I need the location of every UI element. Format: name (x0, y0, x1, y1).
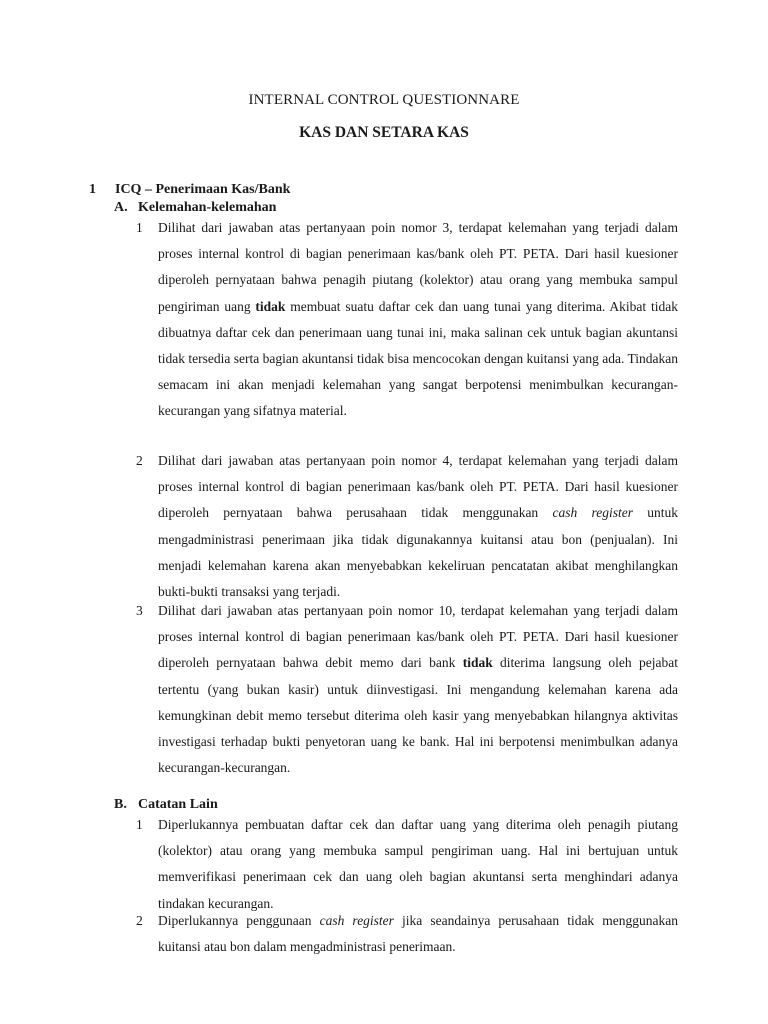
item-number: 1 (136, 220, 143, 235)
document-title: INTERNAL CONTROL QUESTIONNARE (248, 92, 520, 108)
item-number: 2 (136, 453, 143, 468)
item-text: Dilihat dari jawaban atas pertanyaan poin nomor 4, terdapat kelemahan yang terjadi dalam proses internal kontrol di bagian penerimaan kas/bank oleh PT. PETA. Dari hasil kuesioner diperoleh pernyataan bahwa perusahaan tidak menggunakan cash register untuk mengadministrasi penerimaan jika tidak digunakannya kuitansi atau bon (penjualan). Ini menjadi kelemahan karena akan menyebabkan kekeliruan pencatatan akibat menghilangkan bukti-bukti transaksi yang terjadi. (158, 453, 678, 600)
section-heading (89, 182, 290, 198)
emphasis-italic: cash register (552, 505, 633, 521)
subsection-b-title: Catatan Lain (138, 797, 218, 812)
subsection-b-heading (114, 797, 218, 813)
subsection-a-title: Kelemahan-kelemahan (138, 200, 277, 215)
item-number: 1 (136, 817, 143, 832)
section-number: 1 (89, 182, 96, 197)
subsection-a-letter: A. (114, 200, 128, 215)
subsection-b-letter: B. (114, 797, 127, 812)
item-text: Dilihat dari jawaban atas pertanyaan poin nomor 10, terdapat kelemahan yang terjadi dalam proses internal kontrol di bagian penerimaan kas/bank oleh PT. PETA. Dari hasil kuesioner diperoleh pernyataan bahwa debit memo dari bank tidak diterima langsung oleh pejabat tertentu (yang bukan kasir) untuk diinvestigasi. Ini mengandung kelemahan karena ada kemungkinan debit memo tersebut diterima oleh kasir yang menyebabkan hilangnya aktivitas investigasi terhadap bukti penyetoran uang ke bank. Hal ini berpotensi menimbulkan adanya kecurangan-kecurangan. (158, 603, 678, 776)
emphasis-italic: cash register (319, 913, 394, 928)
document-subtitle: KAS DAN SETARA KAS (299, 124, 469, 141)
item-number: 3 (136, 603, 143, 618)
emphasis-bold: tidak (462, 655, 493, 671)
item-text: Dilihat dari jawaban atas pertanyaan poin nomor 3, terdapat kelemahan yang terjadi dalam proses internal kontrol di bagian penerimaan kas/bank oleh PT. PETA. Dari hasil kuesioner diperoleh pernyataan bahwa penagih piutang (kolektor) atau orang yang membuka sampul pengiriman uang tidak membuat suatu daftar cek dan uang tunai yang diterima. Akibat tidak dibuatnya daftar cek dan penerimaan uang tunai ini, maka salinan cek untuk bagian akuntansi tidak tersedia serta bagian akuntansi tidak bisa mencocokan dengan kuitansi yang ada. Tindakan semacam ini akan menjadi kelemahan yang sangat berpotensi menimbulkan kecurangan-kecurangan yang sifatnya material. (158, 220, 678, 419)
emphasis-bold: tidak (255, 298, 286, 314)
item-text: Diperlukannya penggunaan cash register jika seandainya perusahaan tidak menggunakan kuitansi atau bon dalam mengadministrasi penerimaan. (158, 913, 678, 955)
section-title: ICQ – Penerimaan Kas/Bank (115, 182, 291, 197)
item-number: 2 (136, 913, 143, 928)
subsection-a-heading (114, 200, 276, 216)
item-text: Diperlukannya pembuatan daftar cek dan daftar uang yang diterima oleh penagih piutang (kolektor) atau orang yang membuka sampul pengiriman uang. Hal ini bertujuan untuk memverifikasi penerimaan cek dan uang oleh bagian akuntansi serta menghindari adanya tindakan kecurangan. (158, 817, 678, 911)
